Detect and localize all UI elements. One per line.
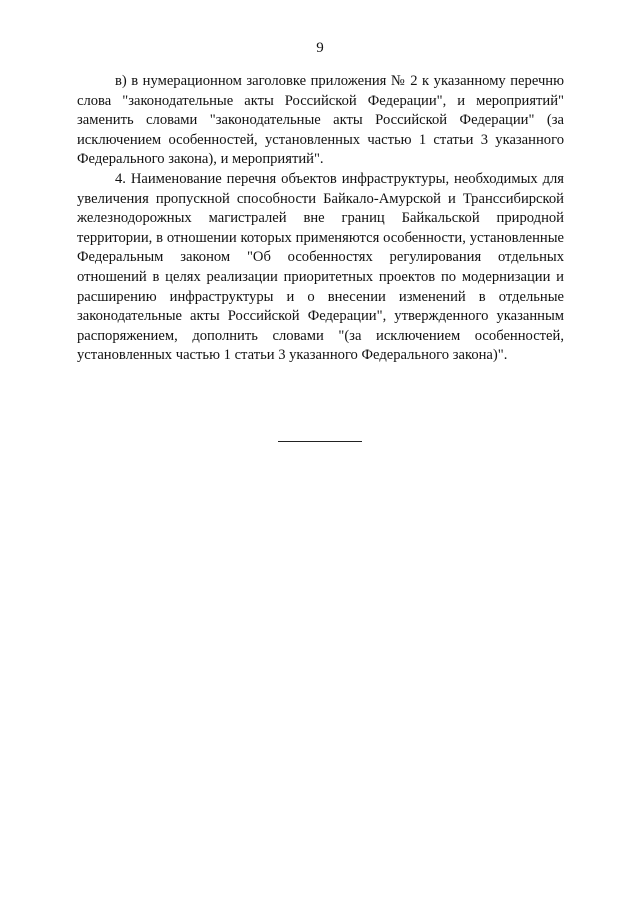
paragraph-amendment-v: в) в нумерационном заголовке приложения № 2 к указанному перечню слова "законодательные акты Российской Федерации", и мероприятий" заменить словами "законодательные акты Российской Федерации" (за исключением особенностей, установленных частью 1 статьи 3 указанного Федерального закона), и мероприятий". <box>77 73 564 168</box>
page-number: 9 <box>316 40 324 56</box>
document-body <box>77 72 564 366</box>
end-separator-line <box>278 441 362 442</box>
paragraph-item-4: 4. Наименование перечня объектов инфраструктуры, необходимых для увеличения пропускной способности Байкало-Амурской и Транссибирской железнодорожных магистралей вне границ Байкальской природной территории, в отношении которых применяются особенности, установленные Федеральным законом "Об особенностях регулирования отдельных отношений в целях реализации приоритетных проектов по модернизации и расширению инфраструктуры и о внесении изменений в отдельные законодательные акты Российской Федерации", утвержденного указанным распоряжением, дополнить словами "(за исключением особенностей, установленных частью 1 статьи 3 указанного Федерального закона)". <box>77 170 564 364</box>
